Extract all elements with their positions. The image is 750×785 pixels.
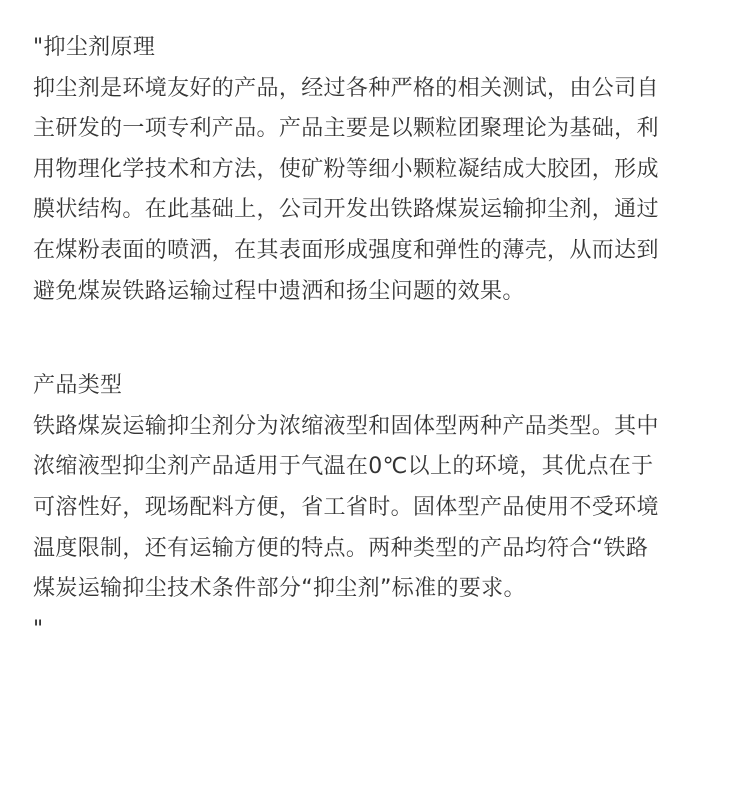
- paragraph-line: 主研发的一项专利产品。产品主要是以颗粒团聚理论为基础，利: [33, 116, 659, 142]
- section-spacer: [33, 312, 723, 366]
- paragraph-line: 煤炭运输抑尘技术条件部分“抑尘剂”标准的要求。: [33, 576, 526, 602]
- paragraph-line: 避免煤炭铁路运输过程中遗洒和扬尘问题的效果。: [33, 278, 525, 304]
- section-heading-product-types: 产品类型: [33, 373, 123, 399]
- document-body: [33, 28, 723, 650]
- paragraph-line: 铁路煤炭运输抑尘剂分为浓缩液型和固体型两种产品类型。其中: [33, 413, 659, 439]
- paragraph-line: 在煤粉表面的喷洒，在其表面形成强度和弹性的薄壳，从而达到: [33, 237, 659, 263]
- section-heading-principle: "抑尘剂原理: [33, 35, 156, 60]
- paragraph-line: 可溶性好，现场配料方便，省工省时。固体型产品使用不受环境: [33, 494, 659, 520]
- paragraph-line: 用物理化学技术和方法，使矿粉等细小颗粒凝结成大胶团，形成: [33, 156, 659, 182]
- closing-quote-mark: ": [33, 616, 44, 642]
- paragraph-line: 浓缩液型抑尘剂产品适用于气温在0℃以上的环境，其优点在于: [33, 454, 654, 480]
- paragraph-line: 温度限制，还有运输方便的特点。两种类型的产品均符合“铁路: [33, 535, 649, 561]
- paragraph-line: 膜状结构。在此基础上，公司开发出铁路煤炭运输抑尘剂，通过: [33, 197, 659, 223]
- paragraph-line: 抑尘剂是环境友好的产品，经过各种严格的相关测试，由公司自: [33, 75, 659, 101]
